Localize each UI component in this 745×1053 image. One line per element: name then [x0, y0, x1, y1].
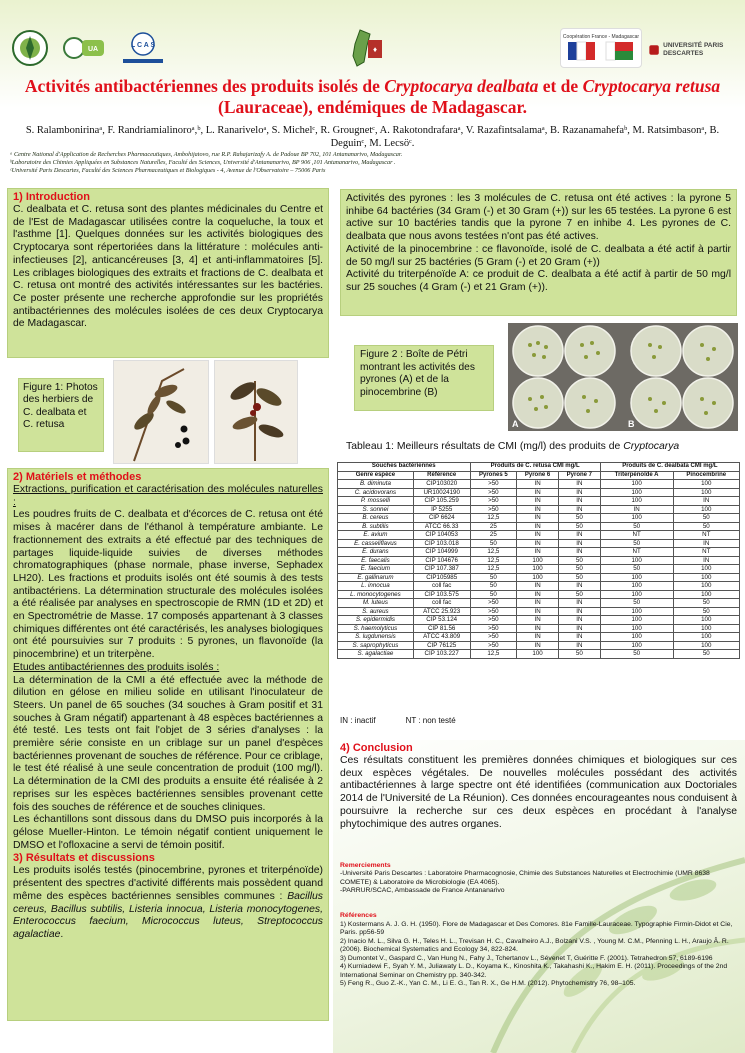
authors-line: S. Ralambonirinaᵃ, F. Randriamialinoroᵃ,ᵇ, L. Ranariveloᵃ, S. Michelᶜ, R. Grougnetᶜ, A. Rakotondrafaraᵃ, V. Razafintsalamaᵃ, B. Razanamahefaᵇ, M. Ratsimbasonᵃ, B. Deguinᶜ, M. Lecsöᶜ. — [25, 125, 720, 149]
logo-lcas — [117, 30, 169, 66]
column-header: Pyrone 7 — [558, 471, 600, 480]
table-cell: IN — [558, 505, 600, 514]
acknowledgement-item: -PARRUR/SCAC, Ambassade de France Antananarivo — [340, 887, 505, 895]
table-cell: 50 — [470, 539, 517, 548]
madagascar-map-logo — [340, 26, 386, 70]
table-row — [338, 480, 740, 489]
table-cell: 100 — [517, 650, 559, 659]
species-cell: S. aureus — [338, 607, 414, 616]
column-header-row — [338, 471, 740, 480]
table-cell: 50 — [470, 573, 517, 582]
introduction-heading: 1) Introduction — [13, 191, 90, 203]
table-row — [338, 514, 740, 523]
logo-universite — [62, 30, 106, 66]
table-row — [338, 522, 740, 531]
table-cell: IP 5255 — [413, 505, 470, 514]
table-cell: IN — [517, 624, 559, 633]
species-cell: C. acidovorans — [338, 488, 414, 497]
table-cell: 100 — [600, 633, 673, 642]
methods-subheading-antibacterial: Etudes antibactériennes des produits isolés : — [13, 661, 220, 673]
results-pyrones-text: Activités des pyrones : les 3 molécules de C. retusa ont été actives : la pyrone 5 inhibe 64 bactéries (34 Gram (-) et 30 Gram (+)) sur les 65 testées. La pyrone 6 est active sur 10 bactéries tandis que la pyrone 7 en inhibe 4. Les pyrones de C. dealbata que nous avons testées n'ont pas été actives. — [346, 193, 731, 243]
species-cell: S. sonnei — [338, 505, 414, 514]
table-cell: 100 — [600, 514, 673, 523]
column-header: Triterpénoïde A — [600, 471, 673, 480]
table-cell: CIP 103.018 — [413, 539, 470, 548]
table-cell: 100 — [600, 641, 673, 650]
table-cell: NT — [673, 531, 739, 540]
references-heading: Références — [340, 912, 377, 919]
table-cell: IN — [558, 624, 600, 633]
species-cell: M. luteus — [338, 599, 414, 608]
table-cell: 100 — [600, 607, 673, 616]
table-cell: 50 — [673, 514, 739, 523]
table-cell: 100 — [600, 616, 673, 625]
table-cell: CIP 104999 — [413, 548, 470, 557]
table-cell: 25 — [470, 522, 517, 531]
paris-text: UNIVERSITÉ PARIS DESCARTES — [663, 42, 724, 57]
table-cell: IN — [558, 488, 600, 497]
species-cell: S. saprophyticus — [338, 641, 414, 650]
table-row — [338, 556, 740, 565]
table-cell: IN — [673, 556, 739, 565]
table-row — [338, 573, 740, 582]
table-cell: 12,5 — [470, 556, 517, 565]
results-text-left: Les produits isolés testés (pinocembrine, pyrones et triterpénoïde) présentent des spectres d'activité différents mais possèdent quand même des espèces bactériennes sensibles communes : Bacillus cereus, Bacillus subtilis, Listeria innocua, Listeria monocytogenes, Enterococcus faecium, Micrococcus luteus, Streptococcus agalactiae. — [13, 865, 323, 940]
column-header: Pyrone 6 — [517, 471, 559, 480]
table-row — [338, 650, 740, 659]
herbarium-image-dealbata — [113, 360, 209, 464]
table-cell: IN — [558, 497, 600, 506]
table-cell: CIP 104053 — [413, 531, 470, 540]
species-cell: E. durans — [338, 548, 414, 557]
coop-text: Coopération France - Madagascar — [562, 34, 640, 40]
table-row — [338, 565, 740, 574]
svg-text:UA: UA — [87, 46, 99, 53]
table-cell: CIP 81.56 — [413, 624, 470, 633]
table-cell: IN — [517, 582, 559, 591]
table-cell: >50 — [470, 488, 517, 497]
table-cell: CIP 105.259 — [413, 497, 470, 506]
herbarium-image-retusa — [214, 360, 298, 464]
table-cell: IN — [517, 531, 559, 540]
references — [340, 912, 737, 989]
lcas-text: L C A S — [130, 42, 156, 49]
introduction-box — [7, 188, 329, 358]
table-cell: 50 — [600, 565, 673, 574]
table-row — [338, 616, 740, 625]
table-cell: ATCC 66.33 — [413, 522, 470, 531]
table-row — [338, 505, 740, 514]
acknowledgements-heading: Remerciements — [340, 862, 391, 869]
table-cell: 50 — [558, 573, 600, 582]
conclusion-text: Ces résultats constituent les premières données chimiques et biologiques sur ces deux espèces végétales. De nouvelles molécules possédant des activités antibactériennes à large spectre ont été identifiées (communication aux Doctoriales 2014 de l'Université de La Réunion). Ces données encourageantes nous conduisent à poursuivre la recherche sur ces deux espèces en procédant à l'analyse phytochimique des autres organes. — [340, 755, 737, 830]
table-cell: coll fac — [413, 599, 470, 608]
species-cell: E. faecium — [338, 565, 414, 574]
table-row — [338, 607, 740, 616]
logo-paris-descartes — [648, 38, 732, 62]
table-cell: 100 — [673, 565, 739, 574]
species-cell: B. subtilis — [338, 522, 414, 531]
table-cell: IN — [673, 497, 739, 506]
table-cell: IN — [558, 539, 600, 548]
table-cell: 50 — [600, 650, 673, 659]
table-cell: 50 — [600, 522, 673, 531]
header-souches: Souches bactériennes — [338, 463, 471, 472]
table-cell: 100 — [673, 573, 739, 582]
table-row — [338, 548, 740, 557]
table-cell: IN — [558, 548, 600, 557]
table-row — [338, 531, 740, 540]
table-cell: 100 — [673, 480, 739, 489]
methods-text-antibacterial: La détermination de la CMI a été effectuée avec la méthode de dilution en gélose en milieu solide en utilisant l'inoculateur de Steers. Un panel de 65 souches (34 souches à Gram positif et 31 souches à Gram négatif) appartenant à 48 espèces bactériennes a été testé. Les tests ont fait l'objet de 3 séries d'analyses : la première série consiste en un criblage sur un panel d'espèces bactériennes provenant de souches de référence. Pour ce criblage, le test été réalisé à une seule concentration de produit (100 mg/l). La détermination de la CMI des produits a ensuite été réalisée à 2 reprises sur les espèces bactériennes sensibles provenant cette fois des souches de référence et de souches cliniques. — [13, 674, 323, 813]
table-cell: 50 — [470, 590, 517, 599]
species-cell: L. monocytogenes — [338, 590, 414, 599]
table-cell: >50 — [470, 641, 517, 650]
table-cell: 100 — [600, 582, 673, 591]
table-cell: IN — [558, 480, 600, 489]
table-cell: 100 — [673, 590, 739, 599]
methods-text-extraction: Les poudres fruits de C. dealbata et d'écorces de C. retusa ont été mises à macérer dans de l'éthanol à température ambiante. Le fractionnement des extraits a été effectué par des techniques de partages liquide-liquide suivies de diverses méthodes chromatographiques (phase normale, phase inverse, Sephadex LH20). Les fractions et produits isolés ont été soumis à des tests antibactériens. La détermination structurale des molécules isolées a été réalisée par analyses en spectroscopie de RMN (1D et 2D) et en Spectrométrie de Masse. 17 composés appartenant à 3 classes chimiques différentes ont été caractérisés, les analyses biologiques ont été poursuivies sur 7 produits : 5 pyrones, un flavonoïde (la pinocembrine) et un triterpène. — [13, 509, 323, 661]
table-cell: IN — [517, 607, 559, 616]
table-cell: IN — [558, 582, 600, 591]
affiliations — [10, 151, 735, 175]
methods-heading: 2) Matériels et méthodes — [13, 471, 142, 483]
methods-subheading-extraction: Extractions, purification et caractérisation des molécules naturelles : — [13, 484, 323, 508]
table-cell: IN — [558, 641, 600, 650]
table-row — [338, 488, 740, 497]
table-cell: 50 — [558, 565, 600, 574]
table-cell: 50 — [673, 607, 739, 616]
column-header: Référence — [413, 471, 470, 480]
table-cell: 50 — [558, 514, 600, 523]
methods-text-dmso: Les échantillons sont dissous dans du DMSO puis incorporés à la gélose Mueller-Hinton. Le témoin négatif contient uniquement le DMSO et l'ofloxacine a servi de témoin positif. — [13, 814, 323, 851]
table-row — [338, 641, 740, 650]
table-cell: 100 — [673, 505, 739, 514]
reference-item: 1) Kostermans A. J. G. H. (1950). Flore de Madagascar et Des Comores. 81e Famille-Lauraceae. Typographie Firmin-Didot et Cie, Paris. pp56-59 — [340, 920, 733, 936]
table-cell: >50 — [470, 480, 517, 489]
column-header: Pyrones 5 — [470, 471, 517, 480]
table-cell: 50 — [673, 599, 739, 608]
introduction-text: C. dealbata et C. retusa sont des plantes médicinales du Centre et de l'Est de Madagascar utilisées contre la coqueluche, la toux et l'asthme [1]. Quelques données sur les activités biologiques des Cryptocarya sont répertoriées dans la littérature : molécules anti-infectieuses [2], anticancéreuses [3, 4] et anti-inflammatoires [5]. Les criblages biologiques des extraits et fractions de C. dealbata et C. retusa ont montré des activités intéressantes sur les bactéries. Ce poster présente une recherche approfondie sur les propriétés antibactériennes des molécules isolées de ces deux Cryptocarya de Madagascar. — [13, 204, 323, 330]
acknowledgement-item: -Université Paris Descartes : Laboratoire Pharmacognosie, Chimie des Substances Naturelles et Electrochimie (UMR 8638 COMETE) & Laboratoire de Microbiologie (EA 4065). — [340, 870, 710, 886]
table-cell: 100 — [673, 633, 739, 642]
svg-text:♦: ♦ — [372, 45, 378, 54]
table-cell: >50 — [470, 607, 517, 616]
affiliation-a: ᵃ Centre National d'Application de Recherches Pharmaceutiques, Ambohijatovo, rue R.P. Rahajarizafy A. de Padoue BP 702, 101 Antananarivo, Madagascar. — [10, 151, 403, 158]
species-cell: L. innocua — [338, 582, 414, 591]
table-cell: CIP 6624 — [413, 514, 470, 523]
table-row — [338, 497, 740, 506]
table-cell: CIP 107.387 — [413, 565, 470, 574]
table-legend: IN : inactif NT : non testé — [340, 716, 456, 725]
table-cell: 100 — [600, 556, 673, 565]
table-cell: 50 — [600, 599, 673, 608]
table-caption: Tableau 1: Meilleurs résultats de CMI (mg/l) des produits de Cryptocarya — [346, 441, 680, 452]
table-cell: IN — [517, 599, 559, 608]
table-cell: IN — [517, 539, 559, 548]
table-cell: IN — [517, 548, 559, 557]
table-row — [338, 624, 740, 633]
petri-label-b: B — [628, 419, 635, 429]
table-cell: 100 — [673, 616, 739, 625]
table-body — [338, 480, 740, 659]
figure-2-caption: Figure 2 : Boîte de Pétri montrant les activités des pyrones (A) et de la pinocembrine (B) — [354, 345, 494, 411]
poster-title: Activités antibactériennes des produits isolés de Cryptocarya dealbata et de Cryptocarya retusa (Lauraceae), endémiques de Madagascar. — [24, 76, 721, 117]
results-pinocembrine-text: Activité de la pinocembrine : ce flavonoïde, isolé de C. dealbata a été actif à partir de 50 mg/l sur 25 bactéries (5 Gram (-) et 20 Gram (+)) — [346, 243, 731, 268]
species-cell: P. mosselli — [338, 497, 414, 506]
table-row — [338, 582, 740, 591]
table-cell: CIP105985 — [413, 573, 470, 582]
table-cell: CIP 104676 — [413, 556, 470, 565]
table-row — [338, 633, 740, 642]
acknowledgements — [340, 862, 737, 896]
table-row — [338, 590, 740, 599]
results-triterpenoid-text: Activité du triterpénoïde A: ce produit de C. dealbata a été actif à partir de 50 mg/l sur 25 souches (4 Gram (-) et 21 Gram (+)). — [346, 269, 731, 293]
table-cell: 100 — [673, 582, 739, 591]
table-cell: IN — [517, 488, 559, 497]
table-cell: 100 — [600, 488, 673, 497]
table-cell: IN — [517, 641, 559, 650]
petri-label-a: A — [512, 419, 519, 429]
table-cell: CIP 103.575 — [413, 590, 470, 599]
table-cell: IN — [517, 522, 559, 531]
results-heading: 3) Résultats et discussions — [13, 852, 155, 865]
table-cell: 100 — [673, 641, 739, 650]
table-cell: >50 — [470, 497, 517, 506]
table-cell: 100 — [673, 488, 739, 497]
table-cell: 12,5 — [470, 565, 517, 574]
species-cell: S. haemolyticus — [338, 624, 414, 633]
table-cell: 12,5 — [470, 650, 517, 659]
table-cell: 100 — [600, 480, 673, 489]
table-cell: 25 — [470, 531, 517, 540]
table-cell: 100 — [600, 590, 673, 599]
species-cell: S. agalactiae — [338, 650, 414, 659]
table-cell: IN — [558, 633, 600, 642]
table-cell: IN — [517, 616, 559, 625]
table-cell: 50 — [558, 590, 600, 599]
table-cell: 12,5 — [470, 548, 517, 557]
table-cell: NT — [600, 548, 673, 557]
header-dealbata: Produits de C. dealbata CMI mg/L — [600, 463, 739, 472]
table-cell: ATCC 25.923 — [413, 607, 470, 616]
table-cell: 50 — [470, 582, 517, 591]
table-cell: coll fac — [413, 582, 470, 591]
table-row — [338, 599, 740, 608]
table-cell: IN — [517, 505, 559, 514]
table-cell: 100 — [517, 565, 559, 574]
table-cell: >50 — [470, 505, 517, 514]
figure-1-caption: Figure 1: Photos des herbiers de C. dealbata et C. retusa — [18, 378, 104, 452]
table-cell: IN — [558, 599, 600, 608]
petri-dish-image — [508, 323, 738, 431]
conclusion-section — [340, 742, 737, 831]
paris-shield-icon — [648, 41, 660, 59]
species-cell: E. gallinarum — [338, 573, 414, 582]
species-cell: B. diminuta — [338, 480, 414, 489]
reference-item: 4) Kurniadewi F., Syah Y. M., Juliawaty L. D., Koyama K., Kinoshita K., Takahashi K., Hakim E. H. (2011). Proceedings of the 2nd International Seminar on Chemistry pp. 340-342. — [340, 963, 728, 979]
mic-results-table — [337, 462, 740, 659]
species-cell: E. casseliflavus — [338, 539, 414, 548]
table-cell: 50 — [673, 522, 739, 531]
table-cell: IN — [600, 505, 673, 514]
table-cell: 100 — [600, 573, 673, 582]
table-cell: ATCC 43.809 — [413, 633, 470, 642]
table-cell: 100 — [600, 497, 673, 506]
affiliation-b: ᵇLaboratoire des Chimies Appliquées en Substances Naturelles, Faculté des Sciences, Université d'Antananarivo, BP 906 ,101 Antananarivo, Madagascar . — [10, 159, 396, 166]
reference-item: 2) Inacio M. L., Silva G. H., Teles H. L., Trevisan H. C., Cavalheiro A.J., Bolzani V.S. , Young M. C.M., Pfenning L. H., Araujo Â. R. (2006). Biochemical Systematics and Ecology 34, 822-824. — [340, 937, 729, 953]
table-cell: 50 — [558, 650, 600, 659]
results-right-box — [340, 189, 737, 316]
reference-item: 5) Feng R., Guo Z.-K., Yan C. M., Li E. G., Tan R. X., Ge H.M. (2012). Phytochemistry 76, 98–105. — [340, 980, 636, 987]
table-cell: IN — [673, 539, 739, 548]
table-cell: CIP103020 — [413, 480, 470, 489]
table-cell: 50 — [673, 650, 739, 659]
table-row — [338, 539, 740, 548]
reference-item: 3) Dumontet V., Gaspard C., Van Hung N., Fahy J., Tchertanov L., Sévenet T, Guéritte F. (2001). Tetrahedron 57, 6189-6196 — [340, 954, 713, 962]
petri-dishes-drawing — [508, 323, 738, 431]
species-cell: S. epidermidis — [338, 616, 414, 625]
table-cell: IN — [517, 497, 559, 506]
column-header: Pinocembrine — [673, 471, 739, 480]
species-cell: B. cereus — [338, 514, 414, 523]
table-cell: CIP 103.227 — [413, 650, 470, 659]
table-cell: IN — [558, 531, 600, 540]
header-retusa: Produits de C. retusa CMI mg/L — [470, 463, 600, 472]
table-cell: CIP 76125 — [413, 641, 470, 650]
table-cell: NT — [673, 548, 739, 557]
species-cell: S. lugdunensis — [338, 633, 414, 642]
logo-cooperation — [560, 28, 642, 68]
table-cell: 100 — [517, 573, 559, 582]
table-cell: IN — [517, 633, 559, 642]
table-cell: 50 — [600, 539, 673, 548]
species-cell: E. avium — [338, 531, 414, 540]
table-cell: IN — [517, 590, 559, 599]
table-cell: IN — [558, 616, 600, 625]
table-cell: >50 — [470, 624, 517, 633]
table-cell: UR10024190 — [413, 488, 470, 497]
logo-carp — [8, 28, 52, 68]
table-cell: >50 — [470, 633, 517, 642]
table-cell: 100 — [600, 624, 673, 633]
table-cell: NT — [600, 531, 673, 540]
methods-results-box — [7, 468, 329, 1021]
table-cell: >50 — [470, 616, 517, 625]
table-cell: 50 — [558, 556, 600, 565]
table-cell: 100 — [673, 624, 739, 633]
table-cell: IN — [558, 607, 600, 616]
table-cell: CIP 53.124 — [413, 616, 470, 625]
table-cell: IN — [517, 480, 559, 489]
table-cell: IN — [517, 514, 559, 523]
species-cell: E. faecalis — [338, 556, 414, 565]
table-cell: 12,5 — [470, 514, 517, 523]
table-cell: 50 — [558, 522, 600, 531]
column-header: Genre espèce — [338, 471, 414, 480]
table-cell: 100 — [517, 556, 559, 565]
affiliation-c: ᶜUniversité Paris Descartes, Faculté des Sciences Pharmaceutiques et Biologiques - 4, Avenue de l'Observatoire – 75006 Paris — [10, 167, 326, 174]
table-cell: >50 — [470, 599, 517, 608]
conclusion-heading: 4) Conclusion — [340, 742, 413, 754]
